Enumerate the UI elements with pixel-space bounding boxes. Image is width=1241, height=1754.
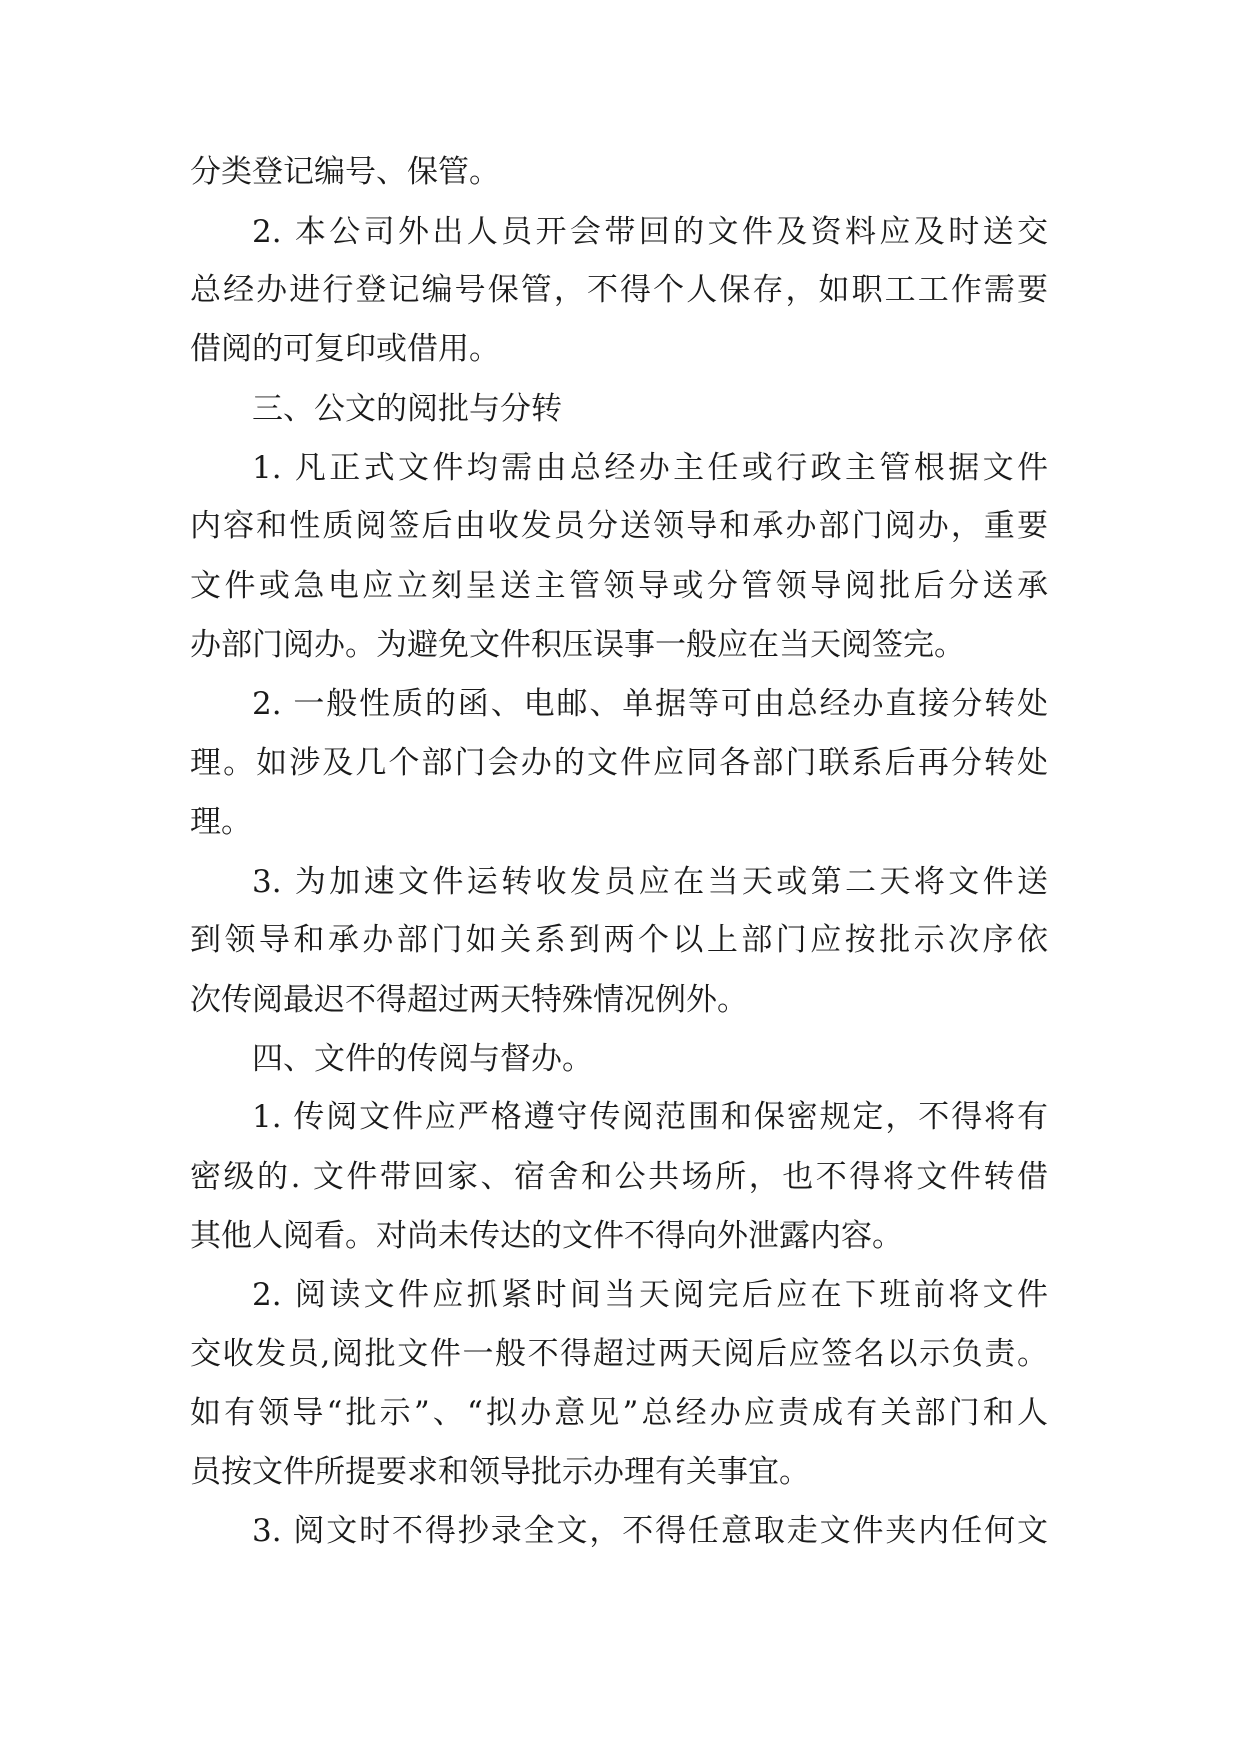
text-line: 到领导和承办部门如关系到两个以上部门应按批示次序依 [190,922,1048,958]
text-line: 1. 凡正式文件均需由总经办主任或行政主管根据文件 [252,450,1048,486]
text-line: 次传阅最迟不得超过两天特殊情况例外。 [190,982,748,1018]
text-line: 密级的. 文件带回家、宿舍和公共场所，也不得将文件转借 [190,1159,1048,1195]
text-line: 文件或急电应立刻呈送主管领导或分管领导阅批后分送承 [190,568,1048,604]
text-line: 2. 阅读文件应抓紧时间当天阅完后应在下班前将文件 [252,1277,1048,1313]
section-heading: 三、公文的阅批与分转 [252,391,562,427]
text-line: 3. 阅文时不得抄录全文，不得任意取走文件夹内任何文 [252,1513,1048,1549]
text-line: 总经办进行登记编号保管，不得个人保存，如职工工作需要 [190,272,1048,308]
text-line: 理。 [190,804,252,840]
text-line: 分类登记编号、保管。 [190,154,500,190]
text-line: 1. 传阅文件应严格遵守传阅范围和保密规定，不得将有 [252,1099,1048,1135]
text-line: 办部门阅办。为避免文件积压误事一般应在当天阅签完。 [190,627,965,663]
section-heading: 四、文件的传阅与督办。 [252,1041,593,1077]
text-line: 2. 一般性质的函、电邮、单据等可由总经办直接分转处 [252,686,1048,722]
text-line: 2. 本公司外出人员开会带回的文件及资料应及时送交 [252,214,1048,250]
text-line: 交收发员,阅批文件一般不得超过两天阅后应签名以示负责。 [190,1336,1048,1372]
text-line: 如有领导“批示”、“拟办意见”总经办应责成有关部门和人 [190,1395,1048,1431]
text-line: 3. 为加速文件运转收发员应在当天或第二天将文件送 [252,864,1048,900]
text-line: 其他人阅看。对尚未传达的文件不得向外泄露内容。 [190,1218,903,1254]
text-line: 员按文件所提要求和领导批示办理有关事宜。 [190,1454,810,1490]
text-line: 理。如涉及几个部门会办的文件应同各部门联系后再分转处 [190,745,1048,781]
text-line: 内容和性质阅签后由收发员分送领导和承办部门阅办，重要 [190,508,1048,544]
text-line: 借阅的可复印或借用。 [190,331,500,367]
